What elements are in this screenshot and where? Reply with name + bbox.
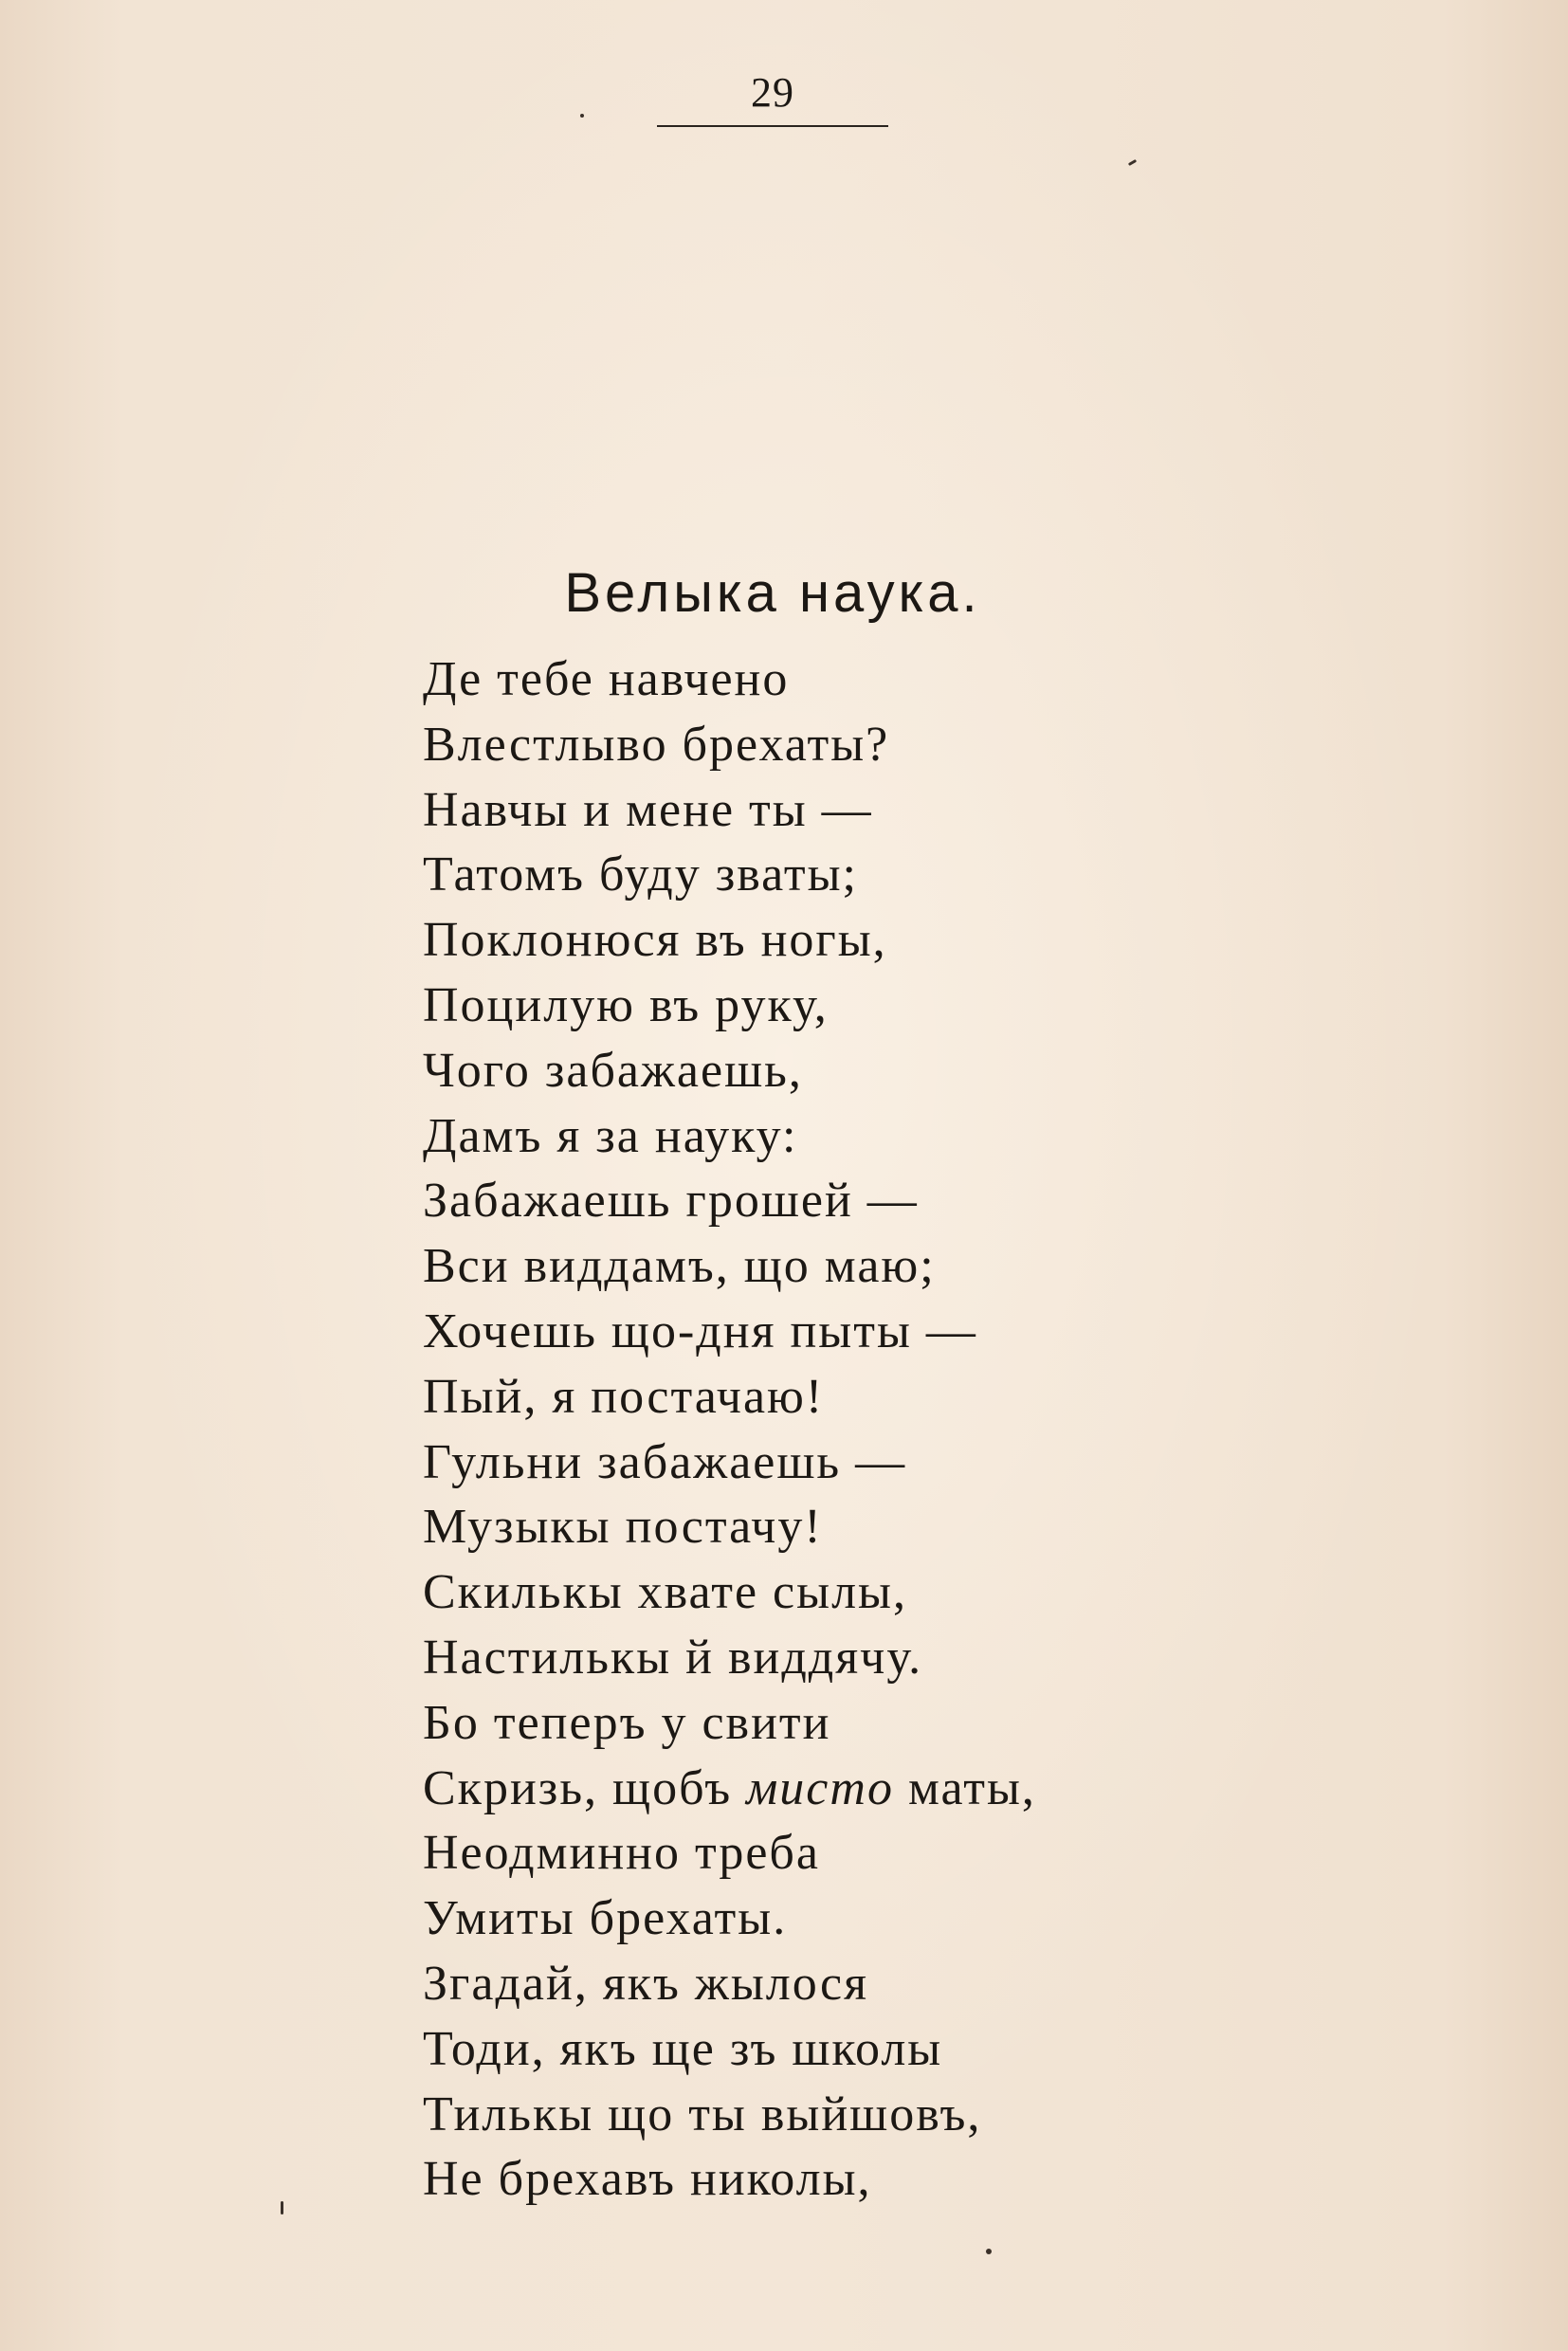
poem-line: Не брехавъ николы,	[423, 2152, 872, 2207]
page-number: 29	[751, 69, 794, 116]
poem-line: Тоди, якъ ще зъ школы	[423, 2021, 943, 2076]
poem-line: Татомъ буду зваты;	[423, 847, 858, 902]
line-segment: Скризь, щобъ	[423, 1760, 747, 1815]
poem-line: Поцилую въ руку,	[423, 977, 829, 1032]
poem-line: Тилькы що ты выйшовъ,	[423, 2087, 982, 2141]
paper-speck	[1128, 159, 1137, 166]
line-segment: маты,	[893, 1760, 1036, 1815]
poem-line: Влестлыво брехаты?	[423, 717, 890, 772]
poem-line: Неодминно треба	[423, 1826, 820, 1881]
poem-line: Вси виддамъ, що маю;	[423, 1239, 936, 1294]
poem-line: Згадай, якъ жылося	[423, 1956, 869, 2011]
poem-line: Чого забажаешь,	[423, 1043, 803, 1098]
poem-line: Хочешь що-дня пыты —	[423, 1303, 977, 1358]
poem-line-with-italic	[423, 1757, 1036, 1822]
paper-speck	[580, 114, 584, 118]
poem-line: Настилькы й виддячу.	[423, 1630, 923, 1685]
poem-line: Бо теперъ у свити	[423, 1695, 831, 1750]
poem-line: Скилькы хвате сылы,	[423, 1565, 907, 1620]
poem-line: Навчы и мене ты —	[423, 782, 873, 837]
poem-body	[423, 647, 1036, 2213]
poem-line: Забажаешь грошей —	[423, 1174, 919, 1229]
header-rule	[657, 125, 888, 127]
poem-line: Умиты брехаты.	[423, 1891, 788, 1946]
poem-line: Пый, я постачаю!	[423, 1369, 825, 1424]
poem-line: Гульни забажаешь —	[423, 1434, 907, 1489]
poem-line: Музыкы постачу!	[423, 1500, 823, 1555]
poem-line: Де тебе навчено	[423, 652, 790, 706]
paper-speck	[986, 2249, 992, 2254]
poem-line: Поклонюся въ ногы,	[423, 913, 887, 968]
italic-word: мисто	[746, 1760, 894, 1815]
paper-speck	[281, 2201, 283, 2214]
poem-title: Велыка наука.	[564, 561, 981, 624]
poem-line: Дамъ я за науку:	[423, 1108, 798, 1163]
